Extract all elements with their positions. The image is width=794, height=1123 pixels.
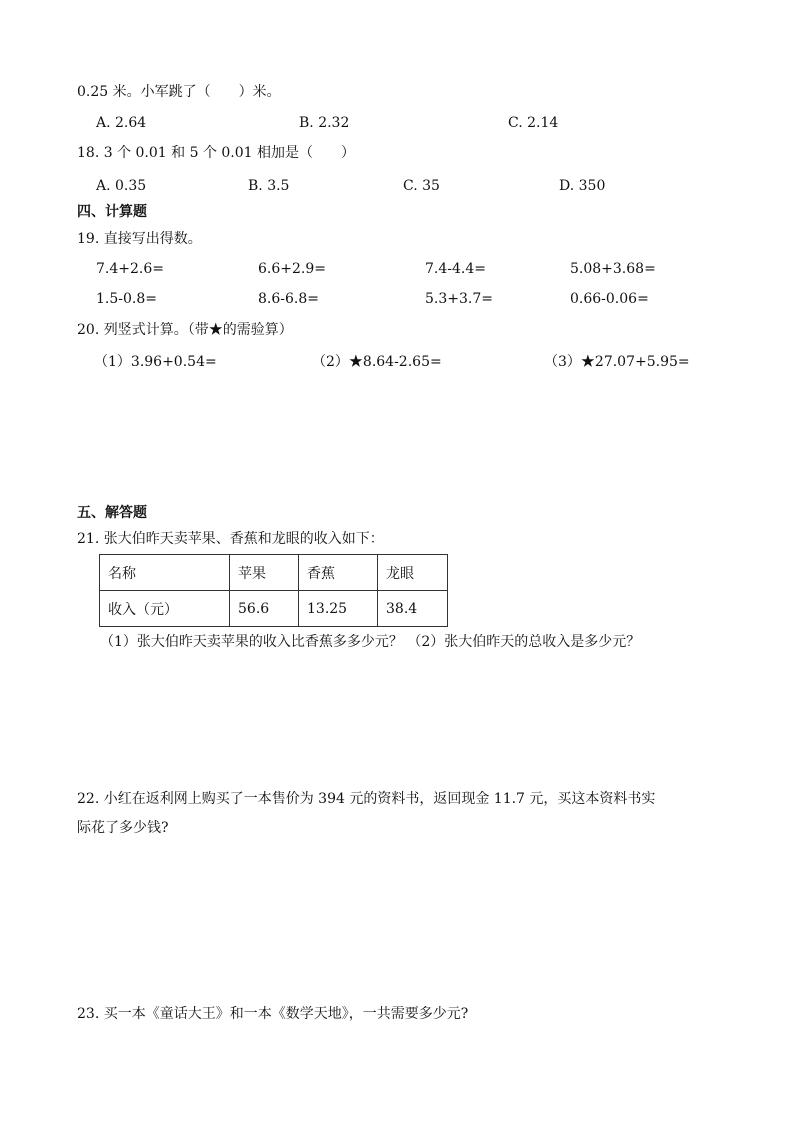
q21-subquestions: （1）张大伯昨天卖苹果的收入比香蕉多多少元？ （2）张大伯昨天的总收入是多少元？ [100, 634, 641, 650]
table-cell: 56.6 [230, 591, 299, 627]
q18-option-c[interactable]: C. 35 [403, 178, 440, 194]
table-cell: 香蕉 [299, 555, 378, 591]
q17-option-c[interactable]: C. 2.14 [508, 115, 559, 131]
table-cell: 收入（元） [100, 591, 230, 627]
q22-line-1: 22. 小红在返利网上购买了一本售价为 394 元的资料书，返回现金 11.7 元，买这本资料书实 [77, 791, 656, 807]
q19-item: 5.08+3.68= [570, 261, 656, 277]
table-cell: 名称 [100, 555, 230, 591]
q20-stem: 20. 列竖式计算。（带★的需验算） [77, 322, 293, 338]
q18-option-b[interactable]: B. 3.5 [248, 178, 290, 194]
q19-item: 8.6-6.8= [258, 291, 319, 307]
q23-stem: 23. 买一本《童话大王》和一本《数学天地》，一共需要多少元? [77, 1006, 469, 1022]
q20-item: （1）3.96+0.54= [94, 354, 217, 370]
q18-option-a[interactable]: A. 0.35 [96, 178, 147, 194]
q19-item: 1.5-0.8= [96, 291, 157, 307]
table-header-row [100, 555, 448, 591]
q17-option-b[interactable]: B. 2.32 [299, 115, 350, 131]
table-cell: 13.25 [299, 591, 378, 627]
q20-item: （2）★8.64-2.65= [312, 354, 442, 370]
section-5-title: 五、解答题 [77, 505, 147, 521]
q18-option-d[interactable]: D. 350 [559, 178, 606, 194]
section-4-title: 四、计算题 [77, 204, 147, 220]
q18-stem: 18. 3 个 0.01 和 5 个 0.01 相加是（ ） [77, 145, 356, 161]
income-table [99, 554, 448, 627]
q19-item: 0.66-0.06= [570, 291, 649, 307]
q19-item: 7.4+2.6= [96, 261, 164, 277]
q19-item: 5.3+3.7= [425, 291, 493, 307]
q21-stem: 21. 张大伯昨天卖苹果、香蕉和龙眼的收入如下： [77, 531, 384, 547]
q19-stem: 19. 直接写出得数。 [77, 231, 202, 247]
table-cell: 38.4 [378, 591, 448, 627]
q17-tail: 0.25 米。小军跳了（ ）米。 [77, 84, 281, 100]
q22-line-2: 际花了多少钱? [77, 820, 169, 836]
table-cell: 龙眼 [378, 555, 448, 591]
q19-item: 7.4-4.4= [425, 261, 486, 277]
q20-item: （3）★27.07+5.95= [544, 354, 690, 370]
q19-item: 6.6+2.9= [258, 261, 326, 277]
table-row [100, 591, 448, 627]
q17-option-a[interactable]: A. 2.64 [96, 115, 147, 131]
table-cell: 苹果 [230, 555, 299, 591]
